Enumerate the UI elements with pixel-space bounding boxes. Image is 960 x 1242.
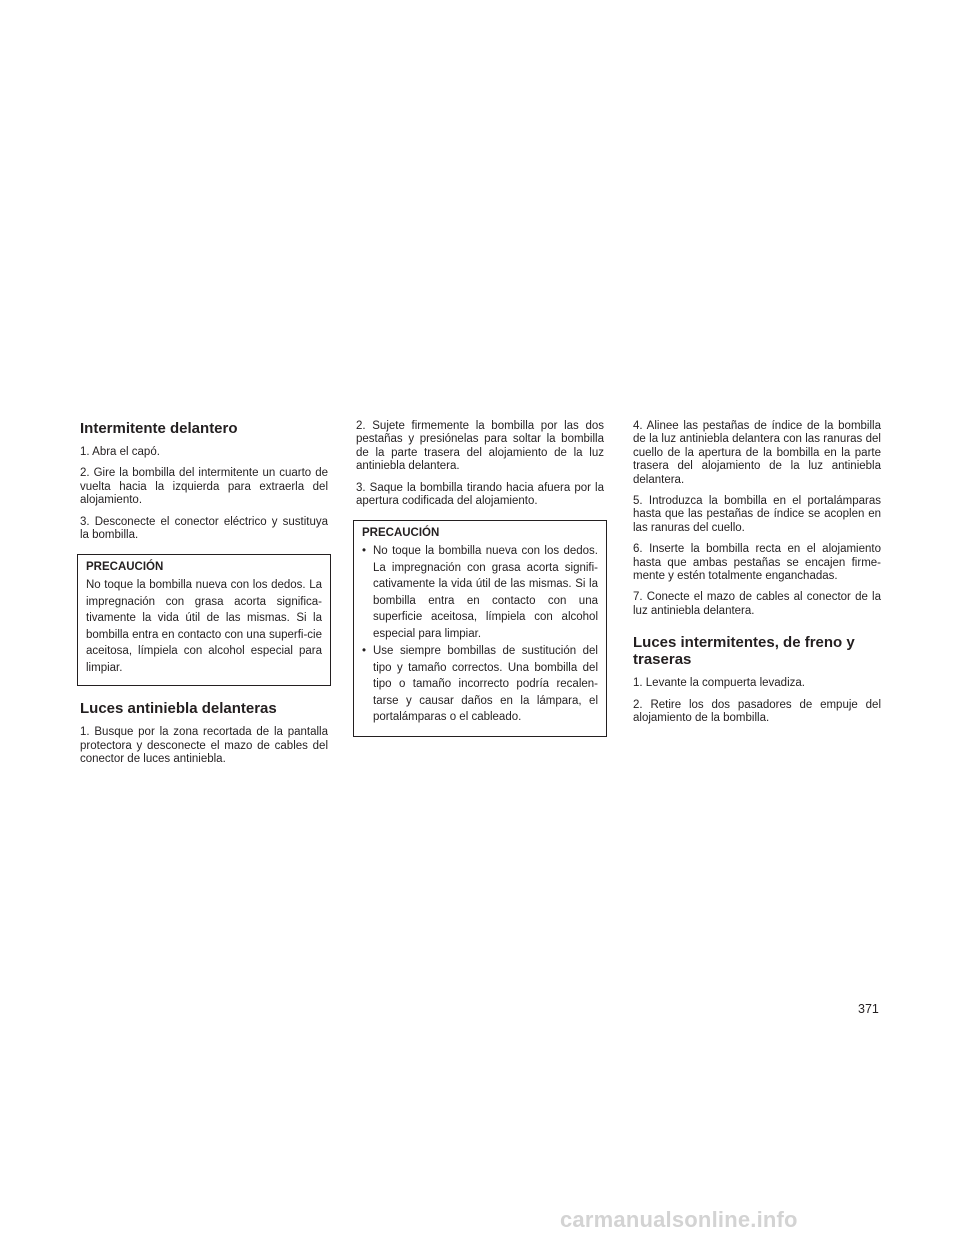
step-paragraph: 2. Sujete firmemente la bombilla por las dos pestañas y presiónelas para soltar la bombilla de la parte trasera del alojamiento de la luz antiniebla delantera. [356,420,604,473]
step-paragraph: 2. Retire los dos pasadores de empuje del alojamiento de la bombilla. [633,698,881,725]
column-1 [80,420,328,775]
step-paragraph: 1. Abra el capó. [80,446,160,458]
step-paragraph: 7. Conecte el mazo de cables al conector de la luz antiniebla delantera. [633,591,881,617]
step-paragraph: 1. Busque por la zona recortada de la pantalla protectora y desconecte el mazo de cables del conector de luces antiniebla. [80,726,328,766]
caution-list-item [362,643,598,726]
step-paragraph: 4. Alinee las pestañas de índice de la bombilla de la luz antiniebla delantera con las ranuras del cuello de la apertura de la bombilla en la parte trasera del alojamiento de la luz antiniebla delantera. [633,420,881,486]
bullet-icon: • [362,545,367,558]
page-number: 371 [858,1002,879,1016]
section-heading-luces-intermitentes: Luces intermitentes, de freno y traseras [633,634,855,669]
caution-title: PRECAUCIÓN [86,561,164,574]
caution-box [77,554,331,686]
caution-item-text: Use siempre bombillas de sustitución del tipo y tamaño correctos. Una bombilla del tipo o tamaño incorrecto podría recalen-tarse y causar daños en la lámpara, el portalámparas o el cableado. [373,645,598,724]
step-paragraph: 3. Desconecte el conector eléctrico y sustituya la bombilla. [80,515,328,542]
caution-list [362,543,598,726]
caution-box [353,520,607,737]
column-2 [356,420,604,751]
column-3 [633,420,881,734]
section-heading-luces-antiniebla: Luces antiniebla delanteras [80,700,277,718]
caution-title: PRECAUCIÓN [362,527,440,540]
step-paragraph: 1. Levante la compuerta levadiza. [633,677,805,690]
watermark: carmanualsonline.info [560,1207,798,1232]
step-paragraph: 6. Inserte la bombilla recta en el alojamiento hasta que ambas pestañas se encajen firme-mente y estén totalmente enganchadas. [633,543,881,583]
caution-item-text: No toque la bombilla nueva con los dedos. La impregnación con grasa acorta signifi-cativamente la vida útil de las mismas. Si la bombilla entra en contacto con una superficie aceitosa, límpiela con alcohol especial para limpiar. [373,545,598,640]
step-paragraph: 5. Introduzca la bombilla en el portalámparas hasta que las pestañas de índice se acoplen en las ranuras del cuello. [633,495,881,534]
caution-text: No toque la bombilla nueva con los dedos. La impregnación con grasa acorta significa-tivamente la vida útil de las mismas. Si la bombilla entra en contacto con una superfi-cie aceitosa, límpiela con alcohol especial para limpiar. [86,579,322,674]
section-heading-intermitente-delantero: Intermitente delantero [80,420,238,437]
caution-list-item [362,543,598,642]
step-paragraph: 3. Saque la bombilla tirando hacia afuera por la apertura codificada del alojamiento. [356,481,604,508]
bullet-icon: • [362,645,367,658]
step-paragraph: 2. Gire la bombilla del intermitente un cuarto de vuelta hacia la izquierda para extraerla del alojamiento. [80,467,328,507]
